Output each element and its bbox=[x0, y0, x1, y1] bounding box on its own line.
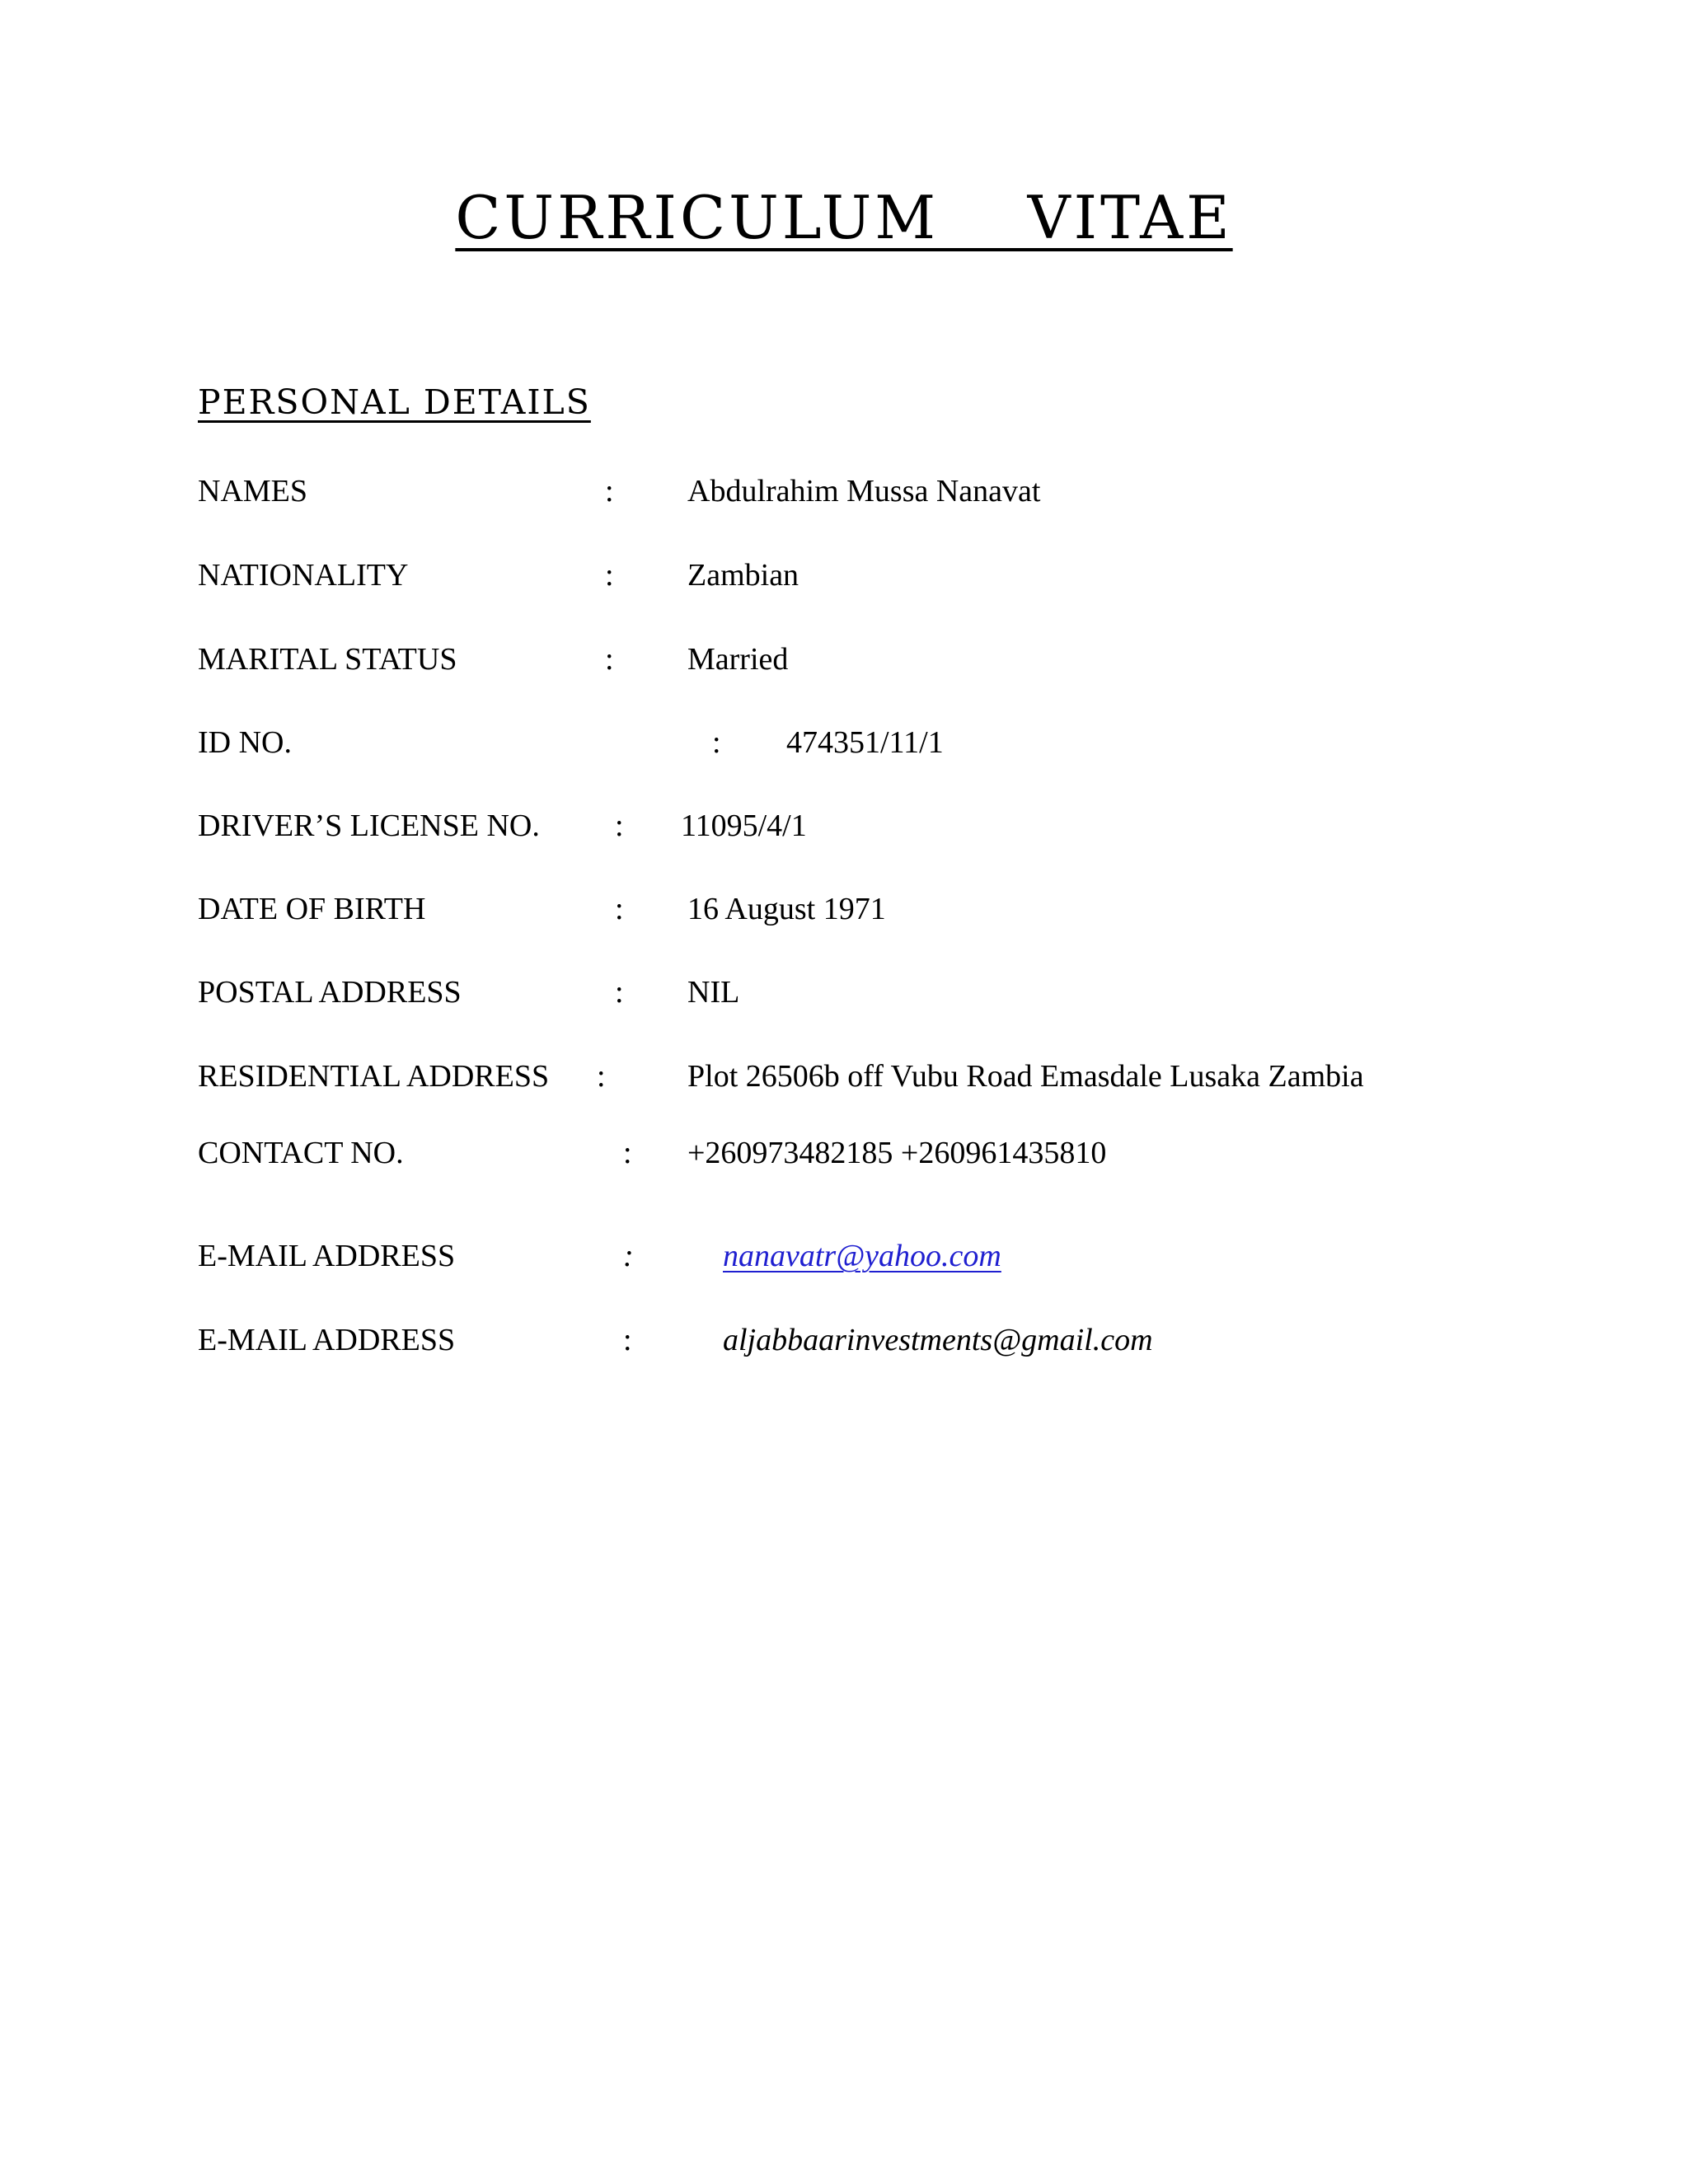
separator-colon: : bbox=[605, 558, 614, 593]
separator-colon: : bbox=[712, 725, 721, 760]
detail-row-email-2 bbox=[0, 1315, 1688, 1365]
separator-colon: : bbox=[605, 642, 614, 677]
label-email-1: E-MAIL ADDRESS bbox=[198, 1239, 456, 1273]
separator-colon: : bbox=[597, 1059, 606, 1094]
value-postal-address: NIL bbox=[687, 975, 740, 1010]
label-postal-address: POSTAL ADDRESS bbox=[198, 975, 462, 1010]
separator-colon: : bbox=[623, 1323, 632, 1357]
label-marital-status: MARITAL STATUS bbox=[198, 642, 457, 677]
separator-colon: : bbox=[623, 1239, 634, 1273]
label-id-no: ID NO. bbox=[198, 725, 292, 760]
value-names: Abdulrahim Mussa Nanavat bbox=[687, 474, 1041, 509]
detail-row-email-1 bbox=[0, 1231, 1688, 1281]
value-email-gmail: aljabbaarinvestments@gmail.com bbox=[723, 1323, 1153, 1357]
label-names: NAMES bbox=[198, 474, 308, 509]
email-link-yahoo[interactable]: nanavatr@yahoo.com bbox=[723, 1239, 1001, 1273]
value-id-no: 474351/11/1 bbox=[786, 725, 944, 760]
detail-row-date-of-birth bbox=[0, 884, 1688, 934]
document-title bbox=[0, 183, 1688, 252]
value-nationality: Zambian bbox=[687, 558, 799, 593]
value-date-of-birth: 16 August 1971 bbox=[687, 892, 886, 926]
value-contact-no: +260973482185 +260961435810 bbox=[687, 1136, 1107, 1170]
document-title-text: CURRICULUM VITAE bbox=[455, 183, 1233, 252]
section-heading-personal-details: PERSONAL DETAILS bbox=[198, 382, 591, 422]
label-nationality: NATIONALITY bbox=[198, 558, 409, 593]
separator-colon: : bbox=[615, 808, 624, 843]
label-email-2: E-MAIL ADDRESS bbox=[198, 1323, 456, 1357]
value-residential-address: Plot 26506b off Vubu Road Emasdale Lusaka Zambia bbox=[687, 1059, 1364, 1094]
detail-row-contact-no bbox=[0, 1128, 1688, 1178]
detail-row-id-no bbox=[0, 718, 1688, 767]
value-drivers-license: 11095/4/1 bbox=[681, 808, 807, 843]
detail-row-postal-address bbox=[0, 968, 1688, 1017]
detail-row-names bbox=[0, 466, 1688, 516]
detail-row-drivers-license bbox=[0, 801, 1688, 851]
label-residential-address: RESIDENTIAL ADDRESS bbox=[198, 1059, 550, 1094]
detail-row-marital-status bbox=[0, 635, 1688, 684]
detail-row-nationality bbox=[0, 551, 1688, 600]
separator-colon: : bbox=[615, 975, 624, 1010]
label-date-of-birth: DATE OF BIRTH bbox=[198, 892, 426, 926]
detail-row-residential-address bbox=[0, 1052, 1688, 1101]
label-contact-no: CONTACT NO. bbox=[198, 1136, 404, 1170]
separator-colon: : bbox=[605, 474, 614, 509]
value-marital-status: Married bbox=[687, 642, 789, 677]
separator-colon: : bbox=[623, 1136, 632, 1170]
separator-colon: : bbox=[615, 892, 624, 926]
label-drivers-license: DRIVER’S LICENSE NO. bbox=[198, 808, 540, 843]
